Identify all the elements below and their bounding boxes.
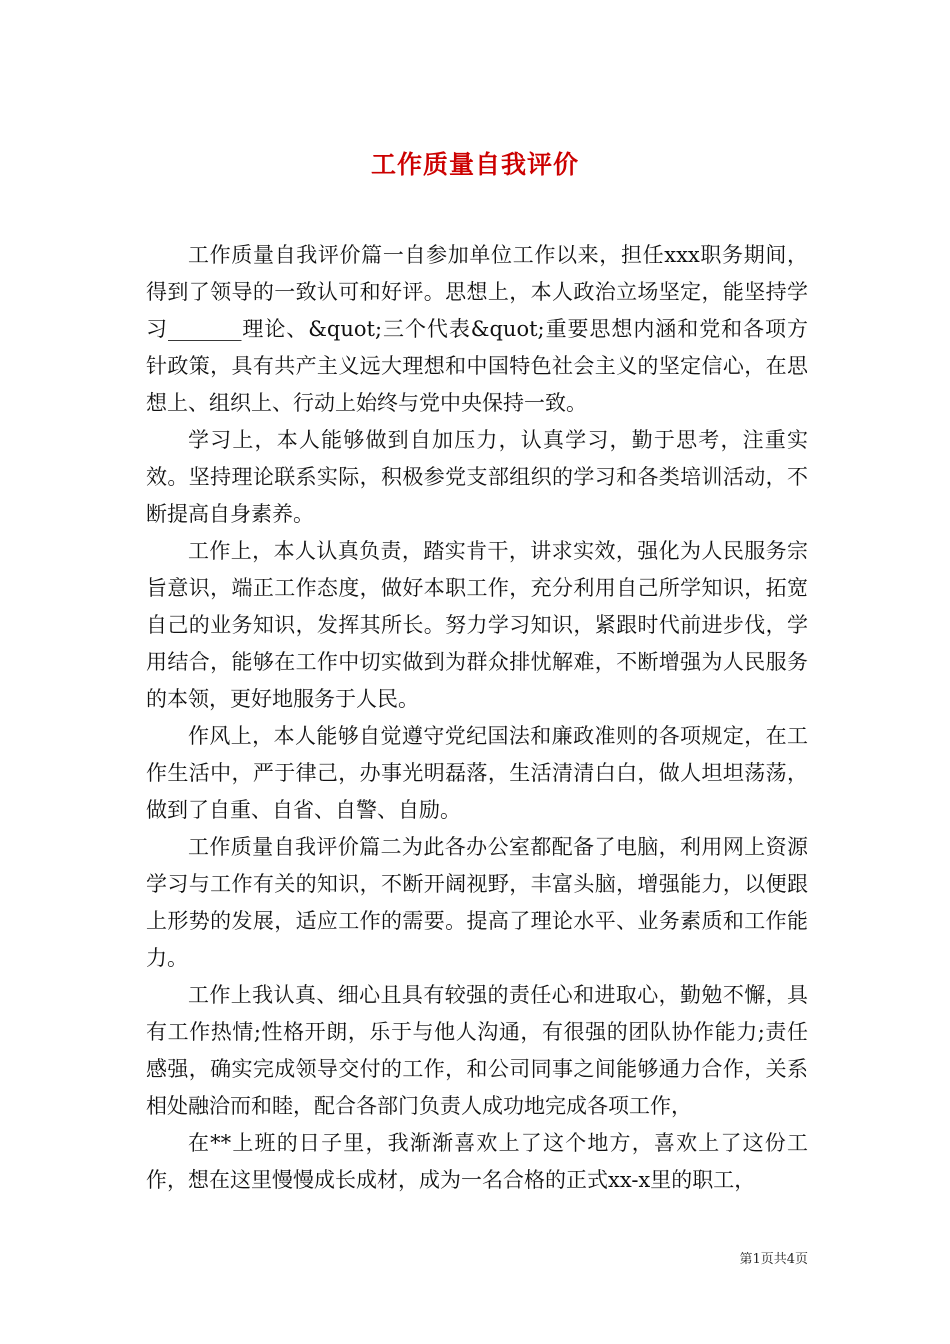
page-number: 第1页共4页: [739, 1252, 808, 1267]
paragraph-3: 工作上，本人认真负责，踏实肯干，讲求实效，强化为人民服务宗旨意识，端正工作态度，做好本职工作，充分利用自己所学知识，拓宽自己的业务知识，发挥其所长。努力学习知识，紧跟时代前进步伐，学用结合，能够在工作中切实做到为群众排忧解难，不断增强为人民服务的本领，更好地服务于人民。: [146, 539, 808, 711]
document-body: [146, 237, 808, 1199]
paragraph-1: 工作质量自我评价篇一自参加单位工作以来，担任xxx职务期间，得到了领导的一致认可和好评。思想上，本人政治立场坚定，能坚持学习_______理论、&quot;三个代表&quot;重要思想内涵和党和各项方针政策，具有共产主义远大理想和中国特色社会主义的坚定信心，在思想上、组织上、行动上始终与党中央保持一致。: [146, 243, 808, 415]
paragraph-4: 作风上，本人能够自觉遵守党纪国法和廉政准则的各项规定，在工作生活中，严于律己，办事光明磊落，生活清清白白，做人坦坦荡荡，做到了自重、自省、自警、自励。: [146, 724, 808, 822]
paragraph-2: 学习上，本人能够做到自加压力，认真学习，勤于思考，注重实效。坚持理论联系实际，积极参党支部组织的学习和各类培训活动，不断提高自身素养。: [146, 428, 808, 526]
document-title: 工作质量自我评价: [370, 149, 579, 179]
paragraph-7: 在**上班的日子里，我渐渐喜欢上了这个地方，喜欢上了这份工作，想在这里慢慢成长成材，成为一名合格的正式xx-x里的职工，: [146, 1131, 808, 1192]
paragraph-5: 工作质量自我评价篇二为此各办公室都配备了电脑，利用网上资源学习与工作有关的知识，不断开阔视野，丰富头脑，增强能力，以便跟上形势的发展，适应工作的需要。提高了理论水平、业务素质和工作能力。: [146, 835, 808, 970]
paragraph-6: 工作上我认真、细心且具有较强的责任心和进取心，勤勉不懈，具有工作热情;性格开朗，乐于与他人沟通，有很强的团队协作能力;责任感强，确实完成领导交付的工作，和公司同事之间能够通力合作，关系相处融洽而和睦，配合各部门负责人成功地完成各项工作，: [146, 983, 808, 1118]
